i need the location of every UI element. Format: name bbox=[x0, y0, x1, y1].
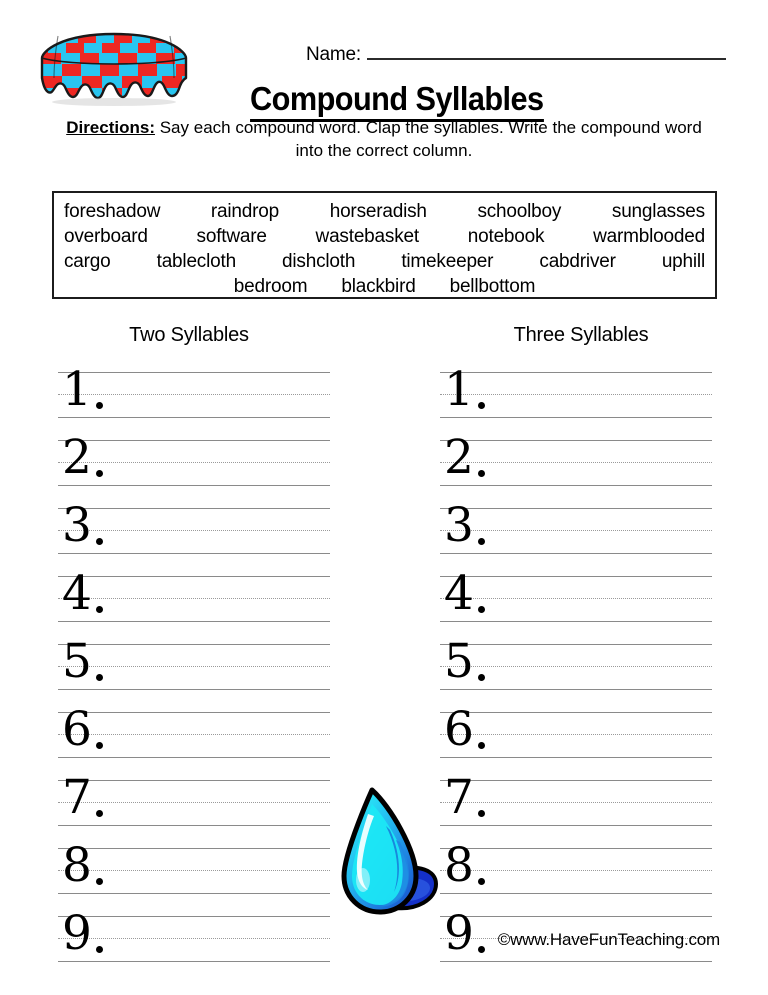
line-number-period bbox=[478, 538, 485, 545]
rule-top bbox=[58, 372, 330, 373]
water-drop-clipart bbox=[338, 784, 442, 920]
rule-baseline bbox=[440, 893, 712, 894]
rule-dotted-mid bbox=[58, 598, 330, 599]
line-number-period bbox=[96, 538, 103, 545]
line-number-period bbox=[96, 402, 103, 409]
rule-top bbox=[58, 508, 330, 509]
rule-top bbox=[58, 644, 330, 645]
rule-baseline bbox=[58, 961, 330, 962]
line-number: 5 bbox=[62, 634, 92, 689]
rule-top bbox=[440, 372, 712, 373]
answer-line[interactable] bbox=[440, 362, 712, 440]
answer-line[interactable] bbox=[58, 498, 330, 576]
word-bank-word: bedroom bbox=[233, 276, 308, 298]
rule-top bbox=[58, 576, 330, 577]
answer-line[interactable] bbox=[58, 634, 330, 712]
answer-line[interactable] bbox=[58, 838, 330, 916]
word-bank-word: dishcloth bbox=[282, 251, 356, 273]
directions bbox=[52, 117, 716, 163]
page-title-text: Compound Syllables bbox=[250, 80, 543, 122]
column-heading-two-syllables: Two Syllables bbox=[129, 324, 249, 346]
rule-dotted-mid bbox=[58, 666, 330, 667]
word-bank-word: notebook bbox=[467, 226, 545, 248]
answer-line[interactable] bbox=[58, 906, 330, 984]
name-write-line[interactable] bbox=[367, 44, 726, 60]
word-bank-row bbox=[64, 199, 705, 224]
answer-lines-three-syllables bbox=[440, 362, 712, 984]
word-bank bbox=[52, 191, 717, 299]
answer-line[interactable] bbox=[440, 566, 712, 644]
line-number-period bbox=[96, 810, 103, 817]
line-number-period bbox=[478, 470, 485, 477]
rule-baseline bbox=[440, 417, 712, 418]
rule-top bbox=[440, 644, 712, 645]
rule-top bbox=[440, 712, 712, 713]
rule-dotted-mid bbox=[58, 802, 330, 803]
line-number: 3 bbox=[444, 498, 474, 553]
rule-dotted-mid bbox=[58, 870, 330, 871]
line-number: 9 bbox=[444, 906, 474, 961]
line-number-period bbox=[96, 606, 103, 613]
answer-line[interactable] bbox=[440, 634, 712, 712]
word-bank-word: raindrop bbox=[210, 201, 280, 222]
rule-top bbox=[58, 848, 330, 849]
line-number: 5 bbox=[444, 634, 474, 689]
rule-dotted-mid bbox=[440, 462, 712, 463]
rule-top bbox=[58, 712, 330, 713]
word-bank-word: cabdriver bbox=[539, 251, 616, 273]
answer-line[interactable] bbox=[440, 770, 712, 848]
rule-dotted-mid bbox=[440, 666, 712, 667]
name-field-row bbox=[306, 44, 726, 66]
rule-top bbox=[58, 780, 330, 781]
line-number: 6 bbox=[444, 702, 474, 757]
column-heading-three-syllables: Three Syllables bbox=[513, 324, 649, 346]
line-number: 3 bbox=[62, 498, 92, 553]
line-number: 8 bbox=[62, 838, 92, 893]
word-bank-word: wastebasket bbox=[315, 226, 419, 248]
word-bank-word: timekeeper bbox=[401, 251, 494, 273]
line-number-period bbox=[478, 878, 485, 885]
rule-dotted-mid bbox=[440, 734, 712, 735]
line-number: 1 bbox=[62, 362, 92, 417]
rule-baseline bbox=[440, 961, 712, 962]
word-bank-word: horseradish bbox=[329, 201, 427, 222]
answer-line[interactable] bbox=[440, 838, 712, 916]
rule-dotted-mid bbox=[58, 530, 330, 531]
rule-top bbox=[440, 440, 712, 441]
rule-baseline bbox=[58, 621, 330, 622]
answer-line[interactable] bbox=[440, 702, 712, 780]
rule-dotted-mid bbox=[440, 530, 712, 531]
rule-top bbox=[440, 508, 712, 509]
rule-dotted-mid bbox=[440, 598, 712, 599]
answer-line[interactable] bbox=[440, 498, 712, 576]
rule-baseline bbox=[58, 417, 330, 418]
answer-line[interactable] bbox=[58, 770, 330, 848]
line-number-period bbox=[478, 674, 485, 681]
line-number: 2 bbox=[444, 430, 474, 485]
rule-baseline bbox=[440, 689, 712, 690]
word-bank-word: schoolboy bbox=[477, 201, 562, 222]
directions-label: Directions: bbox=[66, 118, 155, 137]
line-number-period bbox=[96, 470, 103, 477]
rule-top bbox=[440, 916, 712, 917]
line-number: 4 bbox=[444, 566, 474, 621]
rule-top bbox=[440, 848, 712, 849]
line-number: 6 bbox=[62, 702, 92, 757]
rule-baseline bbox=[440, 485, 712, 486]
line-number: 1 bbox=[444, 362, 474, 417]
rule-top bbox=[440, 780, 712, 781]
directions-text: Say each compound word. Clap the syllables. Write the compound word into the correct column. bbox=[159, 118, 702, 160]
rule-dotted-mid bbox=[440, 870, 712, 871]
rule-baseline bbox=[440, 553, 712, 554]
rule-baseline bbox=[58, 553, 330, 554]
word-bank-word: cargo bbox=[64, 251, 111, 273]
rule-top bbox=[58, 916, 330, 917]
word-bank-word: bellbottom bbox=[449, 276, 536, 298]
answer-line[interactable] bbox=[440, 430, 712, 508]
rule-dotted-mid bbox=[58, 462, 330, 463]
rule-baseline bbox=[440, 621, 712, 622]
rule-baseline bbox=[440, 825, 712, 826]
line-number: 4 bbox=[62, 566, 92, 621]
word-bank-word: software bbox=[196, 226, 267, 248]
rule-top bbox=[58, 440, 330, 441]
rule-dotted-mid bbox=[58, 938, 330, 939]
line-number: 7 bbox=[444, 770, 474, 825]
page-title bbox=[0, 80, 768, 122]
word-bank-word: warmblooded bbox=[593, 226, 705, 248]
footer-copyright: ©www.HaveFunTeaching.com bbox=[497, 930, 720, 949]
line-number-period bbox=[96, 878, 103, 885]
answer-line[interactable] bbox=[58, 702, 330, 780]
line-number-period bbox=[478, 742, 485, 749]
line-number: 2 bbox=[62, 430, 92, 485]
rule-baseline bbox=[58, 485, 330, 486]
word-bank-word: sunglasses bbox=[611, 201, 705, 222]
rule-baseline bbox=[58, 757, 330, 758]
word-bank-row bbox=[64, 224, 705, 249]
line-number: 8 bbox=[444, 838, 474, 893]
rule-baseline bbox=[440, 757, 712, 758]
rule-top bbox=[440, 576, 712, 577]
answer-line[interactable] bbox=[440, 906, 712, 984]
word-bank-word: overboard bbox=[64, 226, 148, 248]
rule-dotted-mid bbox=[58, 394, 330, 395]
word-bank-word: blackbird bbox=[341, 276, 416, 298]
line-number-period bbox=[478, 606, 485, 613]
line-number-period bbox=[478, 810, 485, 817]
rule-dotted-mid bbox=[440, 394, 712, 395]
line-number-period bbox=[96, 742, 103, 749]
rule-dotted-mid bbox=[440, 802, 712, 803]
line-number: 7 bbox=[62, 770, 92, 825]
answer-line[interactable] bbox=[58, 430, 330, 508]
name-label: Name: bbox=[306, 44, 361, 65]
rule-baseline bbox=[58, 689, 330, 690]
word-bank-word: tablecloth bbox=[156, 251, 236, 273]
answer-lines-two-syllables bbox=[58, 362, 330, 984]
word-bank-row bbox=[64, 249, 705, 274]
line-number-period bbox=[478, 402, 485, 409]
answer-line[interactable] bbox=[58, 362, 330, 440]
line-number-period bbox=[96, 946, 103, 953]
line-number: 9 bbox=[62, 906, 92, 961]
word-bank-row bbox=[64, 274, 705, 299]
word-bank-word: uphill bbox=[661, 251, 705, 273]
rule-baseline bbox=[58, 825, 330, 826]
rule-dotted-mid bbox=[58, 734, 330, 735]
answer-line[interactable] bbox=[58, 566, 330, 644]
rule-baseline bbox=[58, 893, 330, 894]
word-bank-word: foreshadow bbox=[64, 201, 161, 222]
line-number-period bbox=[96, 674, 103, 681]
